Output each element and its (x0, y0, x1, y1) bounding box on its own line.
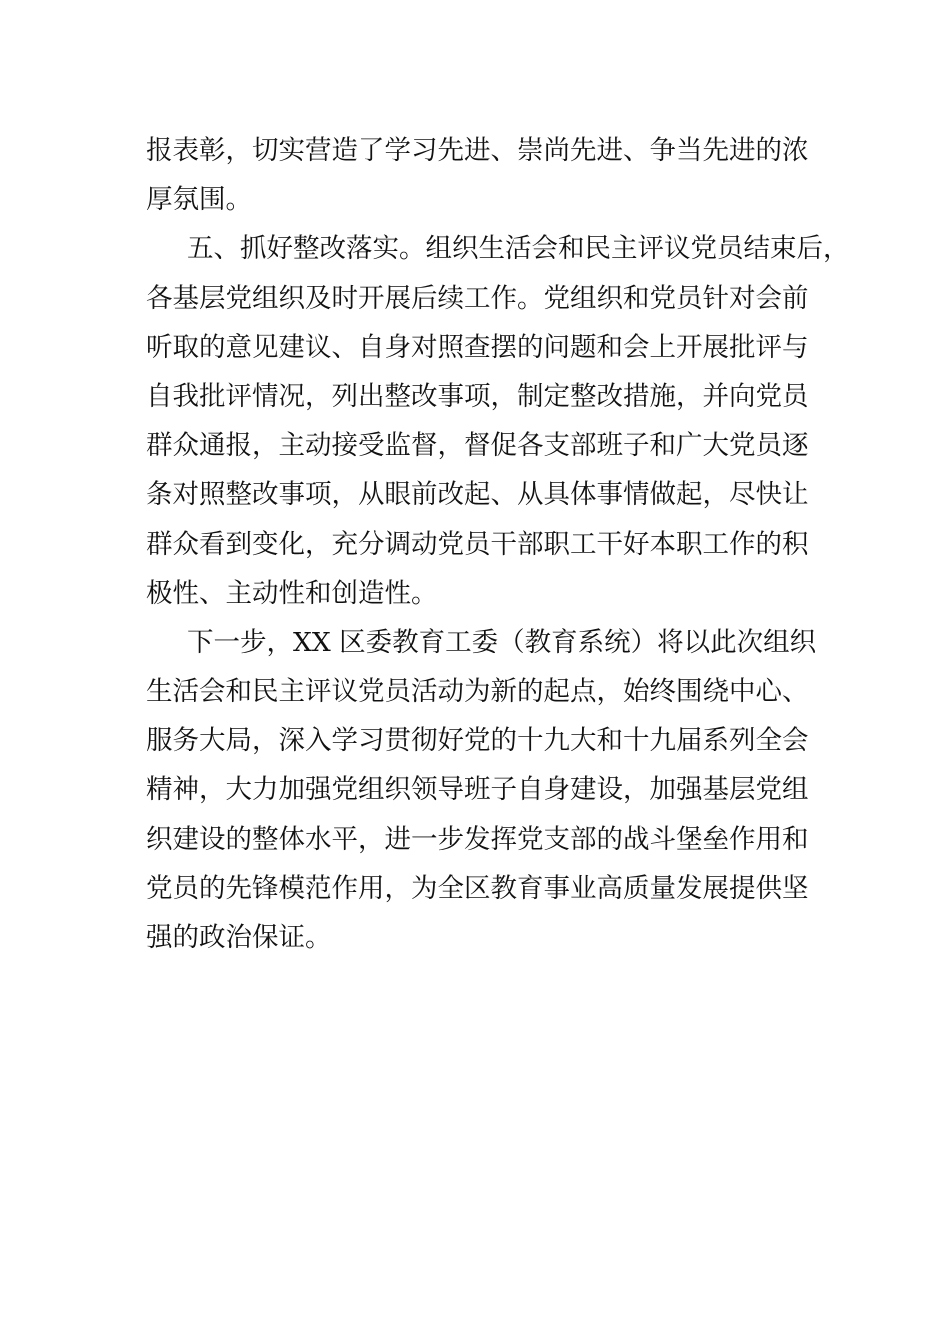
text-line: 织建设的整体水平，进一步发挥党支部的战斗堡垒作用和 (146, 823, 809, 855)
paragraph-next-step (146, 618, 826, 962)
text-line: 条对照整改事项，从眼前改起、从具体事情做起，尽快让 (146, 479, 809, 511)
text-line: 各基层党组织及时开展后续工作。党组织和党员针对会前 (146, 282, 809, 314)
paragraph-continued (146, 126, 826, 224)
text-line: 党员的先锋模范作用，为全区教育事业高质量发展提供坚 (146, 872, 809, 904)
text-line: 五、抓好整改落实。组织生活会和民主评议党员结束后， (187, 233, 850, 265)
paragraph-rectification (146, 224, 850, 618)
text-line: 强的政治保证。 (146, 922, 332, 953)
text-line: 听取的意见建议、自身对照查摆的问题和会上开展批评与 (146, 331, 809, 363)
text-line: 服务大局，深入学习贯彻好党的十九大和十九届系列全会 (146, 725, 809, 757)
text-line: 群众看到变化，充分调动党员干部职工干好本职工作的积 (146, 528, 809, 560)
text-line: 报表彰，切实营造了学习先进、崇尚先进、争当先进的浓 (146, 135, 809, 166)
text-line: 极性、主动性和创造性。 (146, 577, 438, 609)
document-body (146, 126, 850, 962)
text-line: 自我批评情况，列出整改事项，制定整改措施，并向党员 (146, 380, 809, 412)
text-line: 精神，大力加强党组织领导班子自身建设，加强基层党组 (146, 774, 809, 806)
text-line: 下一步，XX 区委教育工委（教育系统）将以此次组织 (187, 626, 817, 658)
text-line: 群众通报，主动接受监督，督促各支部班子和广大党员逐 (146, 430, 809, 462)
text-line: 生活会和民主评议党员活动为新的起点，始终围绕中心、 (146, 676, 809, 708)
text-line: 厚氛围。 (146, 184, 252, 216)
